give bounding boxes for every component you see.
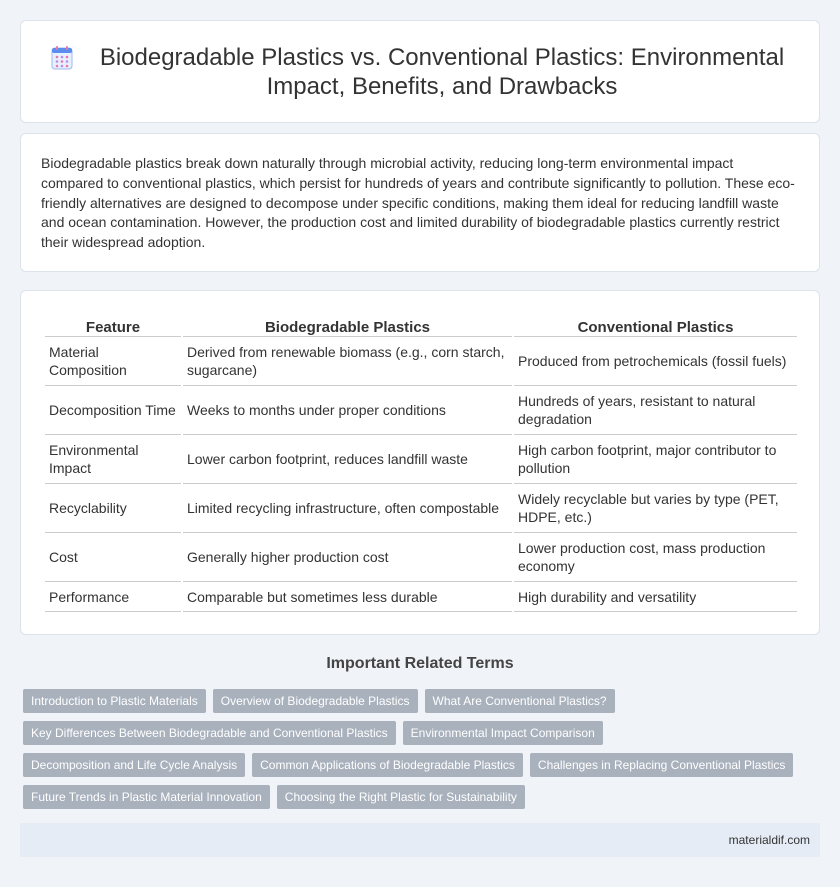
- footer: [20, 823, 820, 857]
- related-term-tag[interactable]: What Are Conventional Plastics?: [425, 689, 615, 713]
- biodegradable-cell: Limited recycling infrastructure, often compostable: [183, 484, 512, 533]
- conventional-cell: High carbon footprint, major contributor to pollution: [514, 435, 797, 484]
- related-term-tag[interactable]: Environmental Impact Comparison: [403, 721, 603, 745]
- footer-site-link[interactable]: materialdif.com: [728, 833, 810, 847]
- table-row: [45, 386, 797, 435]
- related-terms-list: [23, 689, 823, 817]
- conventional-cell: Lower production cost, mass production economy: [514, 533, 797, 582]
- related-term-tag[interactable]: Overview of Biodegradable Plastics: [213, 689, 418, 713]
- table-row: [45, 337, 797, 386]
- feature-cell: Material Composition: [45, 337, 181, 386]
- biodegradable-cell: Comparable but sometimes less durable: [183, 582, 512, 612]
- table-row: [45, 533, 797, 582]
- table-header-row: [45, 315, 797, 337]
- related-term-tag[interactable]: Challenges in Replacing Conventional Plastics: [530, 753, 793, 777]
- header-biodegradable: Biodegradable Plastics: [183, 315, 512, 337]
- title-card: [20, 20, 820, 123]
- table-row: [45, 582, 797, 612]
- feature-cell: Performance: [45, 582, 181, 612]
- feature-cell: Recyclability: [45, 484, 181, 533]
- conventional-cell: Hundreds of years, resistant to natural degradation: [514, 386, 797, 435]
- table-row: [45, 435, 797, 484]
- related-term-tag[interactable]: Introduction to Plastic Materials: [23, 689, 206, 713]
- conventional-cell: Produced from petrochemicals (fossil fuels): [514, 337, 797, 386]
- title-wrap: [21, 21, 819, 122]
- page-title: Biodegradable Plastics vs. Conventional Plastics: Environmental Impact, Benefits, and Drawbacks: [99, 43, 785, 100]
- header-feature: Feature: [45, 315, 181, 337]
- biodegradable-cell: Derived from renewable biomass (e.g., corn starch, sugarcane): [183, 337, 512, 386]
- biodegradable-cell: Lower carbon footprint, reduces landfill waste: [183, 435, 512, 484]
- header-conventional: Conventional Plastics: [514, 315, 797, 337]
- conventional-cell: Widely recyclable but varies by type (PET, HDPE, etc.): [514, 484, 797, 533]
- related-terms-title: Important Related Terms: [326, 655, 514, 672]
- related-term-tag[interactable]: Decomposition and Life Cycle Analysis: [23, 753, 245, 777]
- comparison-table: [43, 315, 799, 612]
- feature-cell: Decomposition Time: [45, 386, 181, 435]
- feature-cell: Environmental Impact: [45, 435, 181, 484]
- intro-card: [20, 133, 820, 272]
- table-row: [45, 484, 797, 533]
- biodegradable-cell: Generally higher production cost: [183, 533, 512, 582]
- comparison-table-card: [20, 290, 820, 635]
- intro-paragraph: Biodegradable plastics break down naturally through microbial activity, reducing long-term environmental impact compared to conventional plastics, which persist for hundreds of years and contribute significantly to pollution. These eco-friendly alternatives are designed to decompose under specific conditions, making them ideal for reducing landfill waste and ocean contamination. However, the production cost and limited durability of biodegradable plastics currently restrict their widespread adoption.: [41, 155, 795, 251]
- conventional-cell: High durability and versatility: [514, 582, 797, 612]
- related-term-tag[interactable]: Future Trends in Plastic Material Innovation: [23, 785, 270, 809]
- feature-cell: Cost: [45, 533, 181, 582]
- biodegradable-cell: Weeks to months under proper conditions: [183, 386, 512, 435]
- related-term-tag[interactable]: Common Applications of Biodegradable Plastics: [252, 753, 523, 777]
- calendar-grid-icon: [51, 45, 73, 71]
- related-term-tag[interactable]: Key Differences Between Biodegradable and Conventional Plastics: [23, 721, 396, 745]
- related-term-tag[interactable]: Choosing the Right Plastic for Sustainability: [277, 785, 525, 809]
